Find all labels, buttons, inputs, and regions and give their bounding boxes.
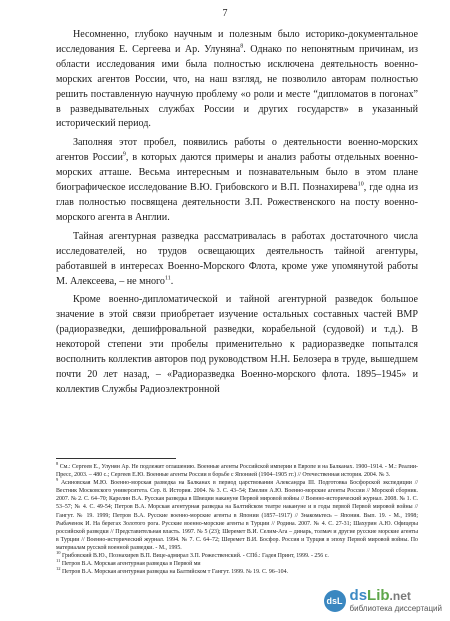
paragraph-text: , в которых даются примеры и анализ работы отдельных военно-морских атташе. Весьма интересным и познавательным было в этом плане биографическое исследование В.Ю. Грибовского и В.П. Познахирева bbox=[56, 152, 418, 194]
footnotes bbox=[56, 458, 418, 576]
page-number: 7 bbox=[222, 8, 228, 19]
footnote-list bbox=[56, 463, 418, 576]
footnote-ref[interactable]: 8 bbox=[56, 461, 59, 467]
footnote-separator bbox=[56, 458, 176, 459]
paragraph-text: в разведывательных службах России и других государств» в указанный исторический период. bbox=[56, 103, 418, 130]
footnote-ref[interactable]: 11 bbox=[56, 558, 61, 564]
watermark-text bbox=[350, 588, 442, 614]
footnote-ref[interactable]: 11 bbox=[164, 275, 171, 282]
paragraph-text: Заполняя этот пробел, появились работы о деятельности военно-морских агентов России bbox=[56, 137, 418, 164]
watermark-brand-part: .net bbox=[389, 589, 411, 603]
footnote-ref[interactable]: 9 bbox=[122, 151, 126, 158]
paragraph bbox=[56, 293, 418, 397]
watermark-brand-part: ds bbox=[349, 587, 368, 604]
body-text bbox=[56, 28, 418, 402]
paragraph-text: Несомненно, глубоко научным и полезным было историко-документальное исследования Е. Сергеева и Ар. Улуняна bbox=[56, 29, 418, 55]
paragraph-text: “дипломатов в погонах” bbox=[313, 88, 418, 100]
footnote bbox=[56, 568, 418, 576]
paragraph-text: . Однако по непонятным причинам, из области исследования ими была полностью исключена деятельность военно-морских агентов России, что, на наш взгляд, не позволило авторам полностью решить поставленную научную проблему «о роли и месте bbox=[56, 43, 418, 100]
footnote-text: Асиновская М.Ю. Военно-морская разведка на Балканах в период царствования Александра III. Подготовка Босфорской экспедиции // Вестник Московского университета. Сер. 8. История. 2004. № 3. С. 43–54; Емелин А.Ю. Военно-морские агенты России // Морской сборник. 2007. № 2. С. 64–70; Карелин В.А. Русская разведка в Швеции накануне Первой мировой войны // Военно-исторический журнал. 2008. № 1. С. 53–57; № 4. С. 49-54; Петров В.А. Морская агентурная разведка на Балтийском театре накануне и в годы первой Первой мировой войны // Гангут. № 19. 1999; Петров В.А. Русские военно-морские агенты в Японии (1857–1917) // Знакомьтесь – Япония. Вып. 19. - М., 1998; Рыбаченок И. На берегах Золотого рога. Русские военно-морские агенты в Турции // Родина. 2007. № 4. С. 27-31; Шахурин А.Ю. Офицеры российской разведки // Представительная власть. 1997. № 5 (23); Шеремет В.И. Селим-Ага – динарь, толмач и другие русские морские агенты в Турции // Военно-исторический журнал. 1994. № 7. С. 64–72; Шеремет В.И. Босфор. Россия и Турция в эпоху Первой мировой войны. По материалам русской военной разведки. - М., 1995. bbox=[56, 480, 418, 551]
paragraph bbox=[56, 136, 418, 225]
footnote bbox=[56, 552, 418, 560]
paragraph bbox=[56, 28, 418, 132]
watermark-subtitle: библиотека диссертаций bbox=[349, 604, 442, 613]
footnote-text: Петров В.А. Морская агентурная разведка на Балтийском т Гангут. 1999. № 19. С. 96–104. bbox=[60, 569, 288, 576]
footnote-ref[interactable]: 10 bbox=[357, 181, 364, 188]
dslib-watermark[interactable] bbox=[324, 588, 442, 614]
dslib-logo-icon: dsL bbox=[324, 590, 346, 612]
paragraph-text: , где одна из глав полностью посвящена деятельности З.П. Рожественского на посту военно-морского агента в Англии. bbox=[56, 182, 419, 223]
watermark-brand-part: Lib bbox=[367, 587, 390, 604]
footnote-ref[interactable]: 8 bbox=[240, 43, 244, 50]
paragraph-text: Кроме военно-дипломатической и тайной агентурной разведок большое значение в этой связи приобретает изучение остальных составных частей ВМР (радиоразведки, дешифровальной разведки, корабельной (судовой) и т.д.). В некоторой степени эти пробелы применительно к радиоразведке попытался восполнить коллектив авторов под руководством Н.Н. Белозера в труде, вышедшем почти 20 лет назад, – «Радиоразведка Военно-морского флота. 1895–1945» и коллектив Службы Радиоэлектронной bbox=[56, 294, 418, 395]
paragraph bbox=[56, 230, 418, 290]
paragraph-text: Тайная агентурная разведка рассматривалась в работах достаточного числа исследователей, но трудов освещающих деятельность тайной агентуры, работавшей в интересах Военно-Морского Флота, кроме уже упомянутой работы М. Алексеева, – не много bbox=[56, 230, 418, 287]
footnote-text: Петров В.А. Морская агентурная разведка в Первой ми bbox=[60, 561, 201, 568]
footnote bbox=[56, 560, 418, 568]
footnote-ref[interactable]: 12 bbox=[56, 566, 61, 572]
footnote bbox=[56, 463, 418, 479]
watermark-brand bbox=[350, 588, 442, 604]
footnote-ref[interactable]: 10 bbox=[56, 550, 61, 556]
footnote-ref[interactable]: 9 bbox=[56, 477, 59, 483]
footnote bbox=[56, 479, 418, 552]
footnote-text: См.: Сергеев Е., Улунян Ар. Не подлежит оглашению. Военные агенты Российской империи в Европе и на Балканах. 1900–1914. - М.: Реалии-Пресс, 2003. – 480 с.; Сергеев Е.Ю. Военные агенты России в борьбе с Японией (1904–1905 гг.) // Отечественная история. 2004. № 3. bbox=[56, 464, 418, 479]
footnote-text: Грибовский В.Ю., Познахирев В.П. Вице-адмирал З.П. Рожественский. - СПб.: Гадея Принт, 1999. - 256 с. bbox=[60, 553, 329, 560]
paragraph-text: . bbox=[170, 275, 174, 287]
